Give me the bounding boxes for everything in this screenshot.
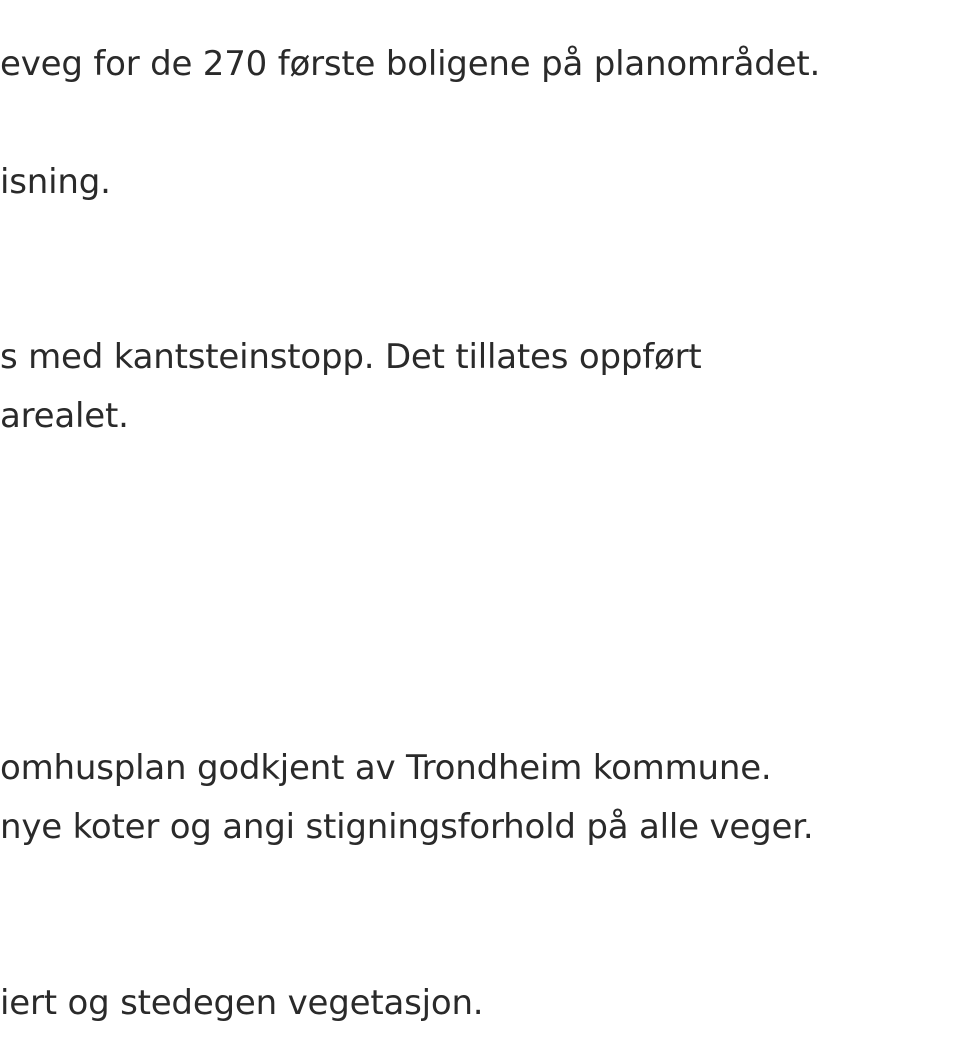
text-line-3: s med kantsteinstopp. Det tillates oppført	[0, 337, 702, 377]
text-line-6: nye koter og angi stigningsforhold på alle veger.	[0, 807, 814, 847]
text-line-2: isning.	[0, 162, 111, 202]
text-line-7: iert og stedegen vegetasjon.	[0, 983, 484, 1023]
text-line-4: arealet.	[0, 396, 129, 436]
text-line-5: omhusplan godkjent av Trondheim kommune.	[0, 748, 772, 788]
text-line-1: eveg for de 270 første boligene på planområdet.	[0, 44, 821, 84]
